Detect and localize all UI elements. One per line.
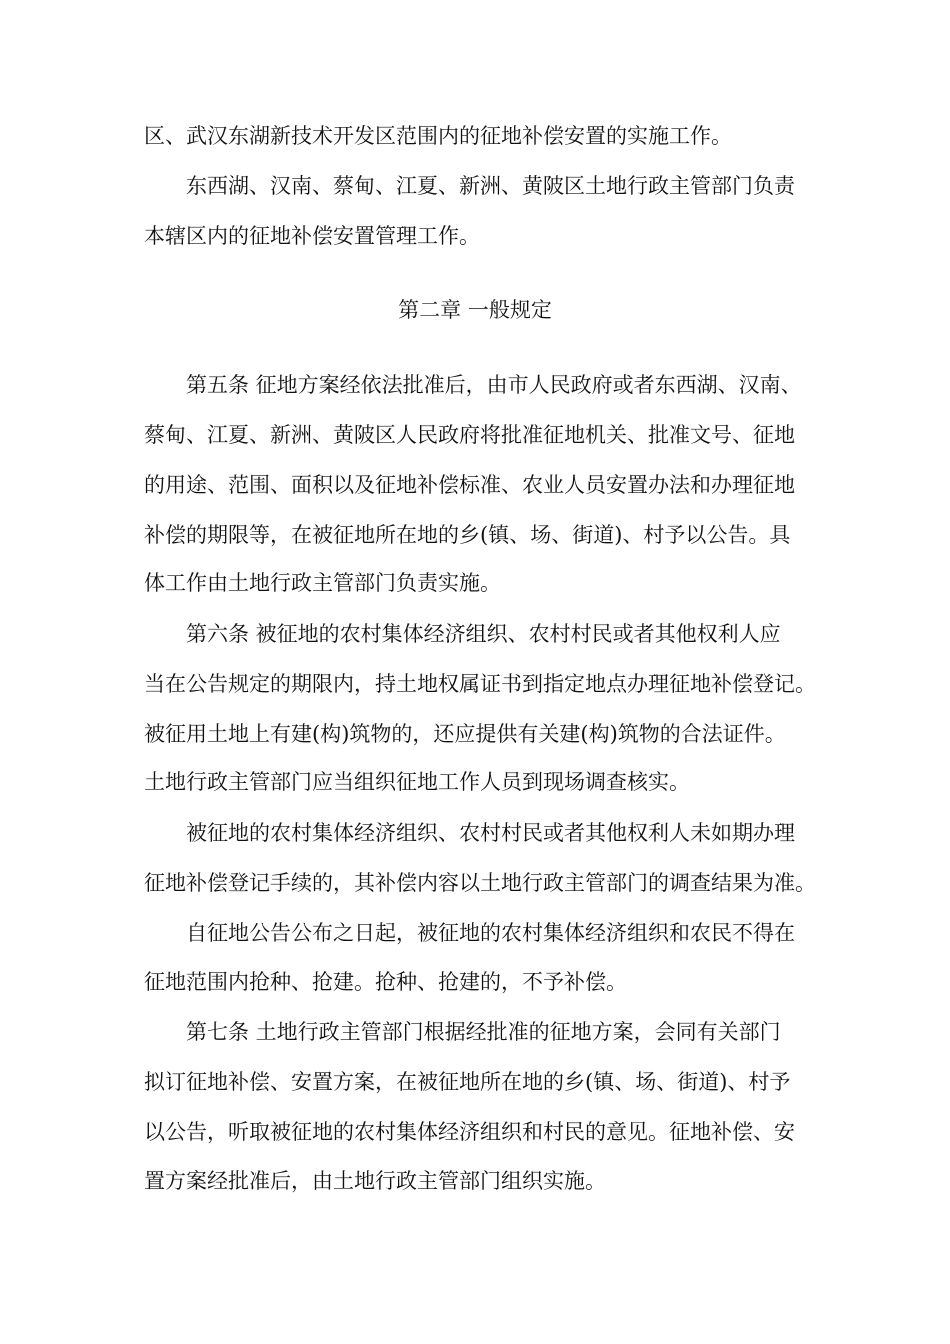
text-line: 补偿的期限等，在被征地所在地的乡(镇、场、街道)、村予以公告。具 [144, 523, 791, 547]
text-line: 置方案经批准后，由土地行政主管部门组织实施。 [144, 1169, 606, 1193]
text-line: 第七条 土地行政主管部门根据经批准的征地方案，会同有关部门 [186, 1020, 781, 1044]
text-line: 区、武汉东湖新技术开发区范围内的征地补偿安置的实施工作。 [144, 124, 732, 148]
text-line: 的用途、范围、面积以及征地补偿标准、农业人员安置办法和办理征地 [144, 473, 795, 497]
text-line: 本辖区内的征地补偿安置管理工作。 [144, 224, 480, 248]
text-line: 蔡甸、江夏、新洲、黄陂区人民政府将批准征地机关、批准文号、征地 [144, 423, 795, 447]
text-line: 第五条 征地方案经依法批准后，由市人民政府或者东西湖、汉南、 [186, 373, 802, 397]
text-line: 东西湖、汉南、蔡甸、江夏、新洲、黄陂区土地行政主管部门负责 [186, 174, 795, 198]
chapter-heading: 第二章 一般规定 [398, 298, 552, 322]
text-line: 被征地的农村集体经济组织、农村村民或者其他权利人未如期办理 [186, 821, 795, 845]
text-line: 征地补偿登记手续的，其补偿内容以土地行政主管部门的调查结果为准。 [144, 871, 816, 895]
text-line: 当在公告规定的期限内，持土地权属证书到指定地点办理征地补偿登记。 [144, 672, 816, 696]
text-line: 以公告，听取被征地的农村集体经济组织和村民的意见。征地补偿、安 [144, 1120, 795, 1144]
text-line: 拟订征地补偿、安置方案，在被征地所在地的乡(镇、场、街道)、村予 [144, 1070, 791, 1094]
text-line: 被征用土地上有建(构)筑物的，还应提供有关建(构)筑物的合法证件。 [144, 722, 786, 746]
text-line: 第六条 被征地的农村集体经济组织、农村村民或者其他权利人应 [186, 622, 781, 646]
text-line: 体工作由土地行政主管部门负责实施。 [144, 571, 501, 595]
text-line: 征地范围内抢种、抢建。抢种、抢建的，不予补偿。 [144, 970, 627, 994]
text-line: 自征地公告公布之日起，被征地的农村集体经济组织和农民不得在 [186, 921, 795, 945]
text-line: 土地行政主管部门应当组织征地工作人员到现场调查核实。 [144, 770, 690, 794]
